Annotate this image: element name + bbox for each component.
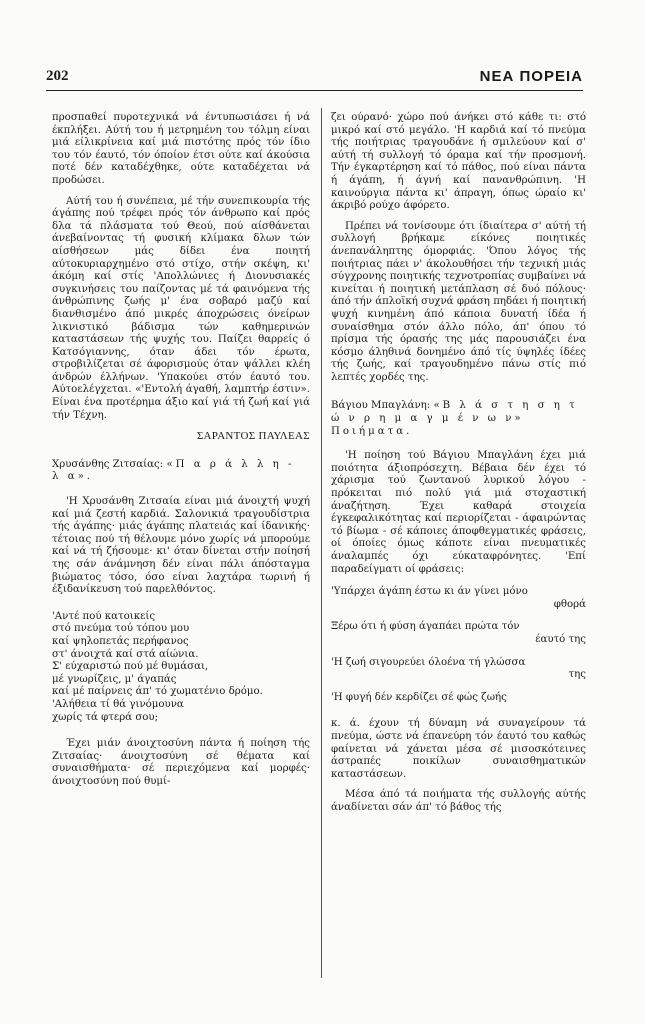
review-heading (331, 400, 586, 438)
quote-line: Ξέρω ότι ή φύση άγαπάει πρώτα τόν (331, 621, 520, 633)
verse-line: χωρίς τά φτερά σου; (52, 711, 159, 723)
verse-line: 'Αλήθεια τί θά γινόμουνα (52, 698, 184, 710)
quote-tail: φθορά (553, 598, 586, 610)
paragraph: Έχει μιάν άνοιχτοσύνη πάντα ή ποίηση τής Ζιτσαίας· άνοιχτοσύνη σέ θέματα καί συναισθήματα· σέ περιεχόμενα καί μορφές· άνοιχτοσύνη πού θυμί- (52, 738, 310, 787)
paragraph: Πρέπει νά τονίσουμε ότι ίδιαίτερα σ' αύτή τή συλλογή βρήκαμε είκόνες ποιητικές άνεπανάληπτης όμορφιάς. 'Όπου λόγος τής ποιήτριας πάει ν' άκολουθήσει τήν τεχνική μιάς σύγχρονης ποιητικής τεχνοτροπίας συμβαίνει νά κινείται ή ποιητική μετάπλαση σέ δυό πόλους· άπό τήν άπλοϊκή συχνά φράση πηδάει ή ποιητική ψυχή κινημένη άπό κάποια δυνατή ίδέα ή συναίσθημα στόν άλλο πόλο, άπ' όπου τό πρίσμα τής όρασής της μάς παρουσιάζει ένα κόσμο άληθινά δονημένο άπό τίς ύψηλές ίδέες τής ζωής, καί τραγουδημένο πάνω στίς πιό λεπτές χορδές της. (331, 220, 586, 383)
review-author: Βάγιου Μπαγλάνη: (331, 400, 431, 412)
verse-line: στό πνεύμα τού τόπου μου (52, 623, 190, 635)
verse-line: στ' άνοιχτά καί στά αίώνια. (52, 648, 199, 660)
paragraph: ζει ούρανό· χώρο πού άνήκει στό κάθε τι: στό μικρό καί στό μεγάλο. 'Η καρδιά καί τό πνεύμα τής ποιήτριας τραγουδάνε ή σμιλεύουν καί σ' αύτή τή συλλογή τό όραμα καί τήν προσμονή. Τήν έγκαρτέρηση καί τό πάθος, πού είναι πάντα ή άγάπη, ή άγνή καί πανανθρώπινη. 'Η καινούργια πάντα κι' άπραγη, όπως ώραίο κι' άκριβό ρούχο άφόρετο. (331, 112, 586, 212)
paragraph: κ. ά. έχουν τή δύναμη νά συναγείρουν τά πνεύμα, ώστε νά έπανεύρη τόν έαυτό του καθώς φαίνεται νά χάνεται μέσα σέ μισοσκότεινες άστραπές ποικίλων συναισθηματικών καταστάσεων. (331, 718, 586, 780)
quote-line: 'Υπάρχει άγάπη έστω κι άν γίνει μόνο (331, 586, 528, 598)
left-column (52, 112, 310, 797)
quote-line: 'Η φυγή δέν κερδίζει σέ φώς ζωής (331, 691, 507, 703)
poem-excerpt (52, 611, 310, 724)
review-heading (52, 459, 310, 484)
paragraph: Αύτή του ή συνέπεια, μέ τήν συνεπικουρία τής άγάπης πού τρέφει πρός τόν άνθρωπο καί πρός δλα τά πλάσματα τού Θεού, πού αίσθάνεται άνεβαίνοντας τή φυσική κλίμακα δλων τών αίσθήσεων μάς δίδει ένα ποιητή αύτοκυριαρχημένο στό στίχο, στήν σκέψη, κι' άκόμη καί στίς 'Απολλώνιες ή Διονυσιακές συγκινήσεις του παίζοντας μέ τά φαινόμενα τής άνθρώπινης ζωής μ' ένα σοβαρό μαζύ καί διανθισμένο άπό μικρές άποχρώσεις όνείρων λικνιστικό βάδισμα τών καθημερινών καταστάσεων τής ψυχής του. Παίζει θαρρείς ό Κατσόγιαννης, όταν άδει τόν έρωτα, στροβιλίζεται σέ άφορισμούς όταν ψάλλει κλέη άνδρών έλλήνων. 'Υπακούει στόν έαυτό του. Αύτοελέγχεται. «'Εντολή άγαθή, λαμπτήρ έστιν». Είναι ένα προτέρημα άξιο καί γιά τή ζωή καί γιά τήν Τέχνη. (52, 195, 310, 421)
author-signature: ΣΑΡΑΝΤΟΣ ΠΑΥΛΕΑΣ (196, 430, 310, 443)
column-divider (321, 108, 322, 978)
verse-line: καί μέ παίρνεις άπ' τό χωματένιο δρόμο. (52, 686, 263, 698)
quote-tail: έαυτό της (535, 633, 586, 645)
quoted-phrase (331, 586, 586, 611)
quote-line: 'Η ζωή σιγουρεύει όλοένα τή γλώσσα (331, 656, 526, 668)
verse-line: Σ' εύχαριστώ πού μέ θυμάσαι, (52, 661, 209, 673)
verse-line: 'Αντέ πού κατοικείς (52, 610, 156, 622)
page-number: 202 (46, 68, 69, 84)
review-author: Χρυσάνθης Ζιτσαίας: (52, 458, 164, 470)
paragraph: Μέσα άπό τά ποιήματα τής συλλογής αύτής άναδίνεται σάν άπ' τό βάθος τής (331, 789, 586, 813)
verse-line: μέ γνωρίζεις, μ' άγαπάς (52, 673, 177, 685)
quoted-phrase (331, 692, 586, 705)
verse-line: καί ψηλοπετάς περήφανος (52, 635, 189, 647)
quoted-phrase (331, 621, 586, 646)
page-header (46, 63, 583, 85)
header-rule (46, 90, 583, 91)
quoted-phrase (331, 657, 586, 682)
journal-title: ΝΕΑ ΠΟΡΕΙΑ (479, 68, 583, 85)
review-book-title: «Π α ρ ά λ λ η - λ α». (52, 458, 295, 483)
quote-tail: της (568, 669, 586, 681)
paragraph: προσπαθεί πυροτεχνικά νά έντυπωσιάσει ή νά έκπλήξει. Αύτή του ή μετρημένη του τόλμη είναι μιά είλικρίνεια καί μιά πιστότης πρός τόν ίδιο του τόν έαυτό, τόν όποίον έτσι ούτε καί άκούσια ποτέ δέν καταδέχθηκε, ούτε καταδέχεται νά προδώσει. (52, 112, 310, 186)
right-column (331, 112, 586, 823)
review-book-title: «Β λ ά σ τ η σ η τ ώ ν ρ η μ α γ μ έ ν ω ν» Ποιήματα. (331, 400, 578, 437)
paragraph: 'Η ποίηση τού Βάγιου Μπαγλάνη έχει μιά ποιότητα άξιοπρόσεχτη. Βέβαια δέν έχει τό χάρισμα τού ζωντανού λυρικού λόγου - πρόκειται πιό πολύ γιά μιά στοχαστική άναζήτηση. Έχει καθαρά στοιχεία έγκεφαλικότητας καί περιορίζεται - άφαιρώντας τό βίωμα - σέ κάποιες άποφθεγματικές φράσεις, οί όποίες όμως κάποτε είναι πνευματικές άναλαμπές όχι εύκαταφρόνητες. 'Επί παραδείγματι οί φράσεις: (331, 450, 586, 575)
paragraph: 'Η Χρυσάνθη Ζιτσαία είναι μιά άνοιχτή ψυχή καί μιά ζεστή καρδιά. Σαλονικιά τραγουδίστρια τής άγάπης· μιάς άγάπης πλατειάς καί ίδανικής· τέτοιας πού τή θέλουμε μόνο χωρίς νά μπορούμε καί νά τή ζήσουμε· κι' όταν δίνεται στήν ποίησή της σάν άνάμνηση δέν είναι πάλι άπόσταγμα βιώματος τόσο, όσο είναι λαχτάρα τωρινή ή έξιδανίκευση τού παρελθόντος. (52, 496, 310, 596)
